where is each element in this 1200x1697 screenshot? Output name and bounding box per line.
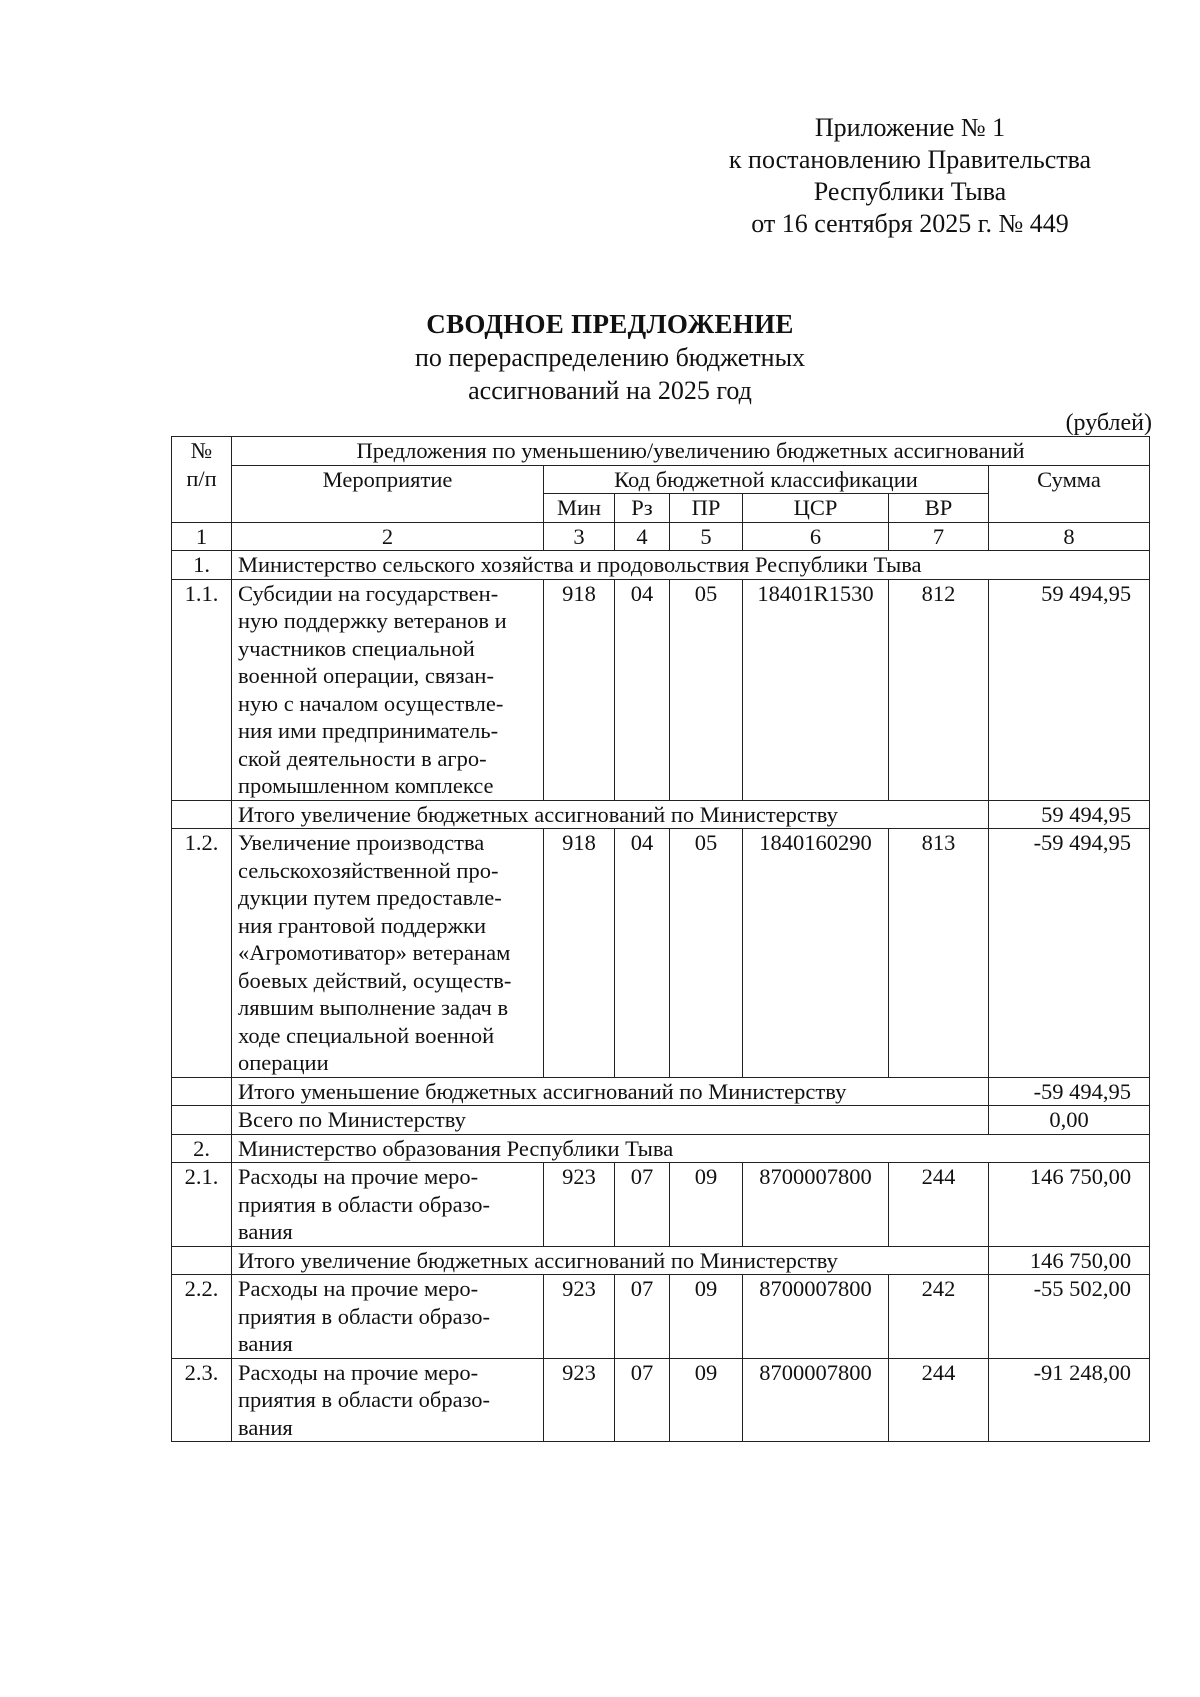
total-sum: 0,00 — [989, 1106, 1150, 1135]
column-number-cell: 6 — [743, 522, 889, 551]
header-cell-pr: ПР — [670, 494, 743, 523]
table-row — [172, 579, 1150, 800]
column-number-cell: 8 — [989, 522, 1150, 551]
sum-cell: -55 502,00 — [989, 1275, 1150, 1359]
total-label: Итого уменьшение бюджетных ассигнований по Министерству — [232, 1077, 989, 1106]
sum-cell: -59 494,95 — [989, 829, 1150, 1078]
section-number: 2. — [172, 1134, 232, 1163]
column-number-cell: 7 — [889, 522, 989, 551]
header-cell-min: Мин — [544, 494, 615, 523]
header-cell-csr: ЦСР — [743, 494, 889, 523]
header-cell-code: Код бюджетной классификации — [544, 465, 989, 494]
activity-cell — [232, 1358, 544, 1442]
document-title: СВОДНОЕ ПРЕДЛОЖЕНИЕ — [426, 309, 794, 339]
activity-cell — [232, 829, 544, 1078]
row-number: 2.2. — [172, 1275, 232, 1359]
row-number: 2.3. — [172, 1358, 232, 1442]
pr-cell: 09 — [670, 1275, 743, 1359]
header-cell-vr: ВР — [889, 494, 989, 523]
total-sum: 146 750,00 — [989, 1246, 1150, 1275]
csr-cell: 1840160290 — [743, 829, 889, 1078]
min-cell: 918 — [544, 579, 615, 800]
vr-cell: 244 — [889, 1358, 989, 1442]
header-cell-proposals: Предложения по уменьшению/увеличению бюджетных ассигнований — [232, 437, 1150, 466]
activity-cell — [232, 1163, 544, 1247]
rz-cell: 04 — [615, 829, 670, 1078]
column-number-cell: 5 — [670, 522, 743, 551]
rz-cell: 07 — [615, 1358, 670, 1442]
sum-cell: -91 248,00 — [989, 1358, 1150, 1442]
empty-cell — [172, 1246, 232, 1275]
total-label: Итого увеличение бюджетных ассигнований по Министерству — [232, 800, 989, 829]
column-number-cell: 4 — [615, 522, 670, 551]
total-sum: -59 494,95 — [989, 1077, 1150, 1106]
row-number: 2.1. — [172, 1163, 232, 1247]
vr-cell: 242 — [889, 1275, 989, 1359]
rz-cell: 04 — [615, 579, 670, 800]
document-subtitle: по перераспределению бюджетных — [414, 343, 806, 372]
appendix-date-line: от 16 сентября 2025 г. № 449 — [751, 209, 1069, 238]
rz-cell: 07 — [615, 1163, 670, 1247]
section-row — [172, 551, 1150, 580]
csr-cell: 18401R1530 — [743, 579, 889, 800]
section-title: Министерство сельского хозяйства и продовольствия Республики Тыва — [232, 551, 1150, 580]
section-number: 1. — [172, 551, 232, 580]
activity-text: Субсидии на государствен- ную поддержку ветеранов и участников специальной военной операции, связан- ную с началом осуществле- ния ими предприниматель- ской деятельности в агро- промышленном комплексе — [238, 580, 507, 798]
vr-cell: 813 — [889, 829, 989, 1078]
column-number-row — [172, 522, 1150, 551]
csr-cell: 8700007800 — [743, 1163, 889, 1247]
total-sum: 59 494,95 — [989, 800, 1150, 829]
table-row — [172, 1275, 1150, 1359]
csr-cell: 8700007800 — [743, 1358, 889, 1442]
total-row — [172, 1077, 1150, 1106]
pr-cell: 09 — [670, 1163, 743, 1247]
column-number-cell: 2 — [232, 522, 544, 551]
min-cell: 918 — [544, 829, 615, 1078]
activity-cell — [232, 1275, 544, 1359]
activity-text: Расходы на прочие меро- приятия в области образо- вания — [238, 1164, 491, 1244]
column-number-cell: 3 — [544, 522, 615, 551]
appendix-line: Республики Тыва — [813, 177, 1007, 206]
total-row — [172, 800, 1150, 829]
activity-text: Расходы на прочие меро- приятия в области образо- вания — [238, 1359, 491, 1440]
total-label: Всего по Министерству — [232, 1106, 989, 1135]
header-row — [172, 465, 1150, 494]
sum-cell: 59 494,95 — [989, 579, 1150, 800]
min-cell: 923 — [544, 1163, 615, 1247]
total-row — [172, 1246, 1150, 1275]
column-number-cell: 1 — [172, 522, 232, 551]
header-cell-rz: Рз — [615, 494, 670, 523]
section-row — [172, 1134, 1150, 1163]
header-cell-activity: Мероприятие — [232, 465, 544, 522]
min-cell: 923 — [544, 1275, 615, 1359]
pr-cell: 05 — [670, 579, 743, 800]
appendix-header — [690, 112, 1130, 240]
total-row — [172, 1106, 1150, 1135]
empty-cell — [172, 800, 232, 829]
row-number: 1.1. — [172, 579, 232, 800]
header-cell-sum: Сумма — [989, 465, 1150, 522]
empty-cell — [172, 1077, 232, 1106]
pr-cell: 05 — [670, 829, 743, 1078]
budget-table — [171, 436, 1150, 1442]
header-text: № — [190, 438, 213, 463]
document-title-block — [330, 308, 890, 407]
header-cell-num — [172, 437, 232, 523]
row-number: 1.2. — [172, 829, 232, 1078]
table-row — [172, 1358, 1150, 1442]
units-label: (рублей) — [1065, 410, 1152, 436]
header-row — [172, 437, 1150, 466]
appendix-line: к постановлению Правительства — [728, 145, 1092, 174]
section-title: Министерство образования Республики Тыва — [232, 1134, 1150, 1163]
sum-cell: 146 750,00 — [989, 1163, 1150, 1247]
document-subtitle: ассигнований на 2025 год — [468, 376, 752, 405]
total-label: Итого увеличение бюджетных ассигнований по Министерству — [232, 1246, 989, 1275]
activity-cell — [232, 579, 544, 800]
csr-cell: 8700007800 — [743, 1275, 889, 1359]
vr-cell: 244 — [889, 1163, 989, 1247]
table-row — [172, 1163, 1150, 1247]
appendix-line: Приложение № 1 — [814, 113, 1006, 142]
activity-text: Увеличение производства сельскохозяйственной про- дукции путем предоставле- ния грантовой поддержки «Агромотиватор» ветеранам боевых действий, осуществ- лявшим выполнение задач в ходе специальной военной операции — [238, 830, 512, 1075]
activity-text: Расходы на прочие меро- приятия в области образо- вания — [238, 1276, 491, 1356]
min-cell: 923 — [544, 1358, 615, 1442]
table-row — [172, 829, 1150, 1078]
header-text: п/п — [186, 465, 217, 491]
vr-cell: 812 — [889, 579, 989, 800]
rz-cell: 07 — [615, 1275, 670, 1359]
empty-cell — [172, 1106, 232, 1135]
pr-cell: 09 — [670, 1358, 743, 1442]
